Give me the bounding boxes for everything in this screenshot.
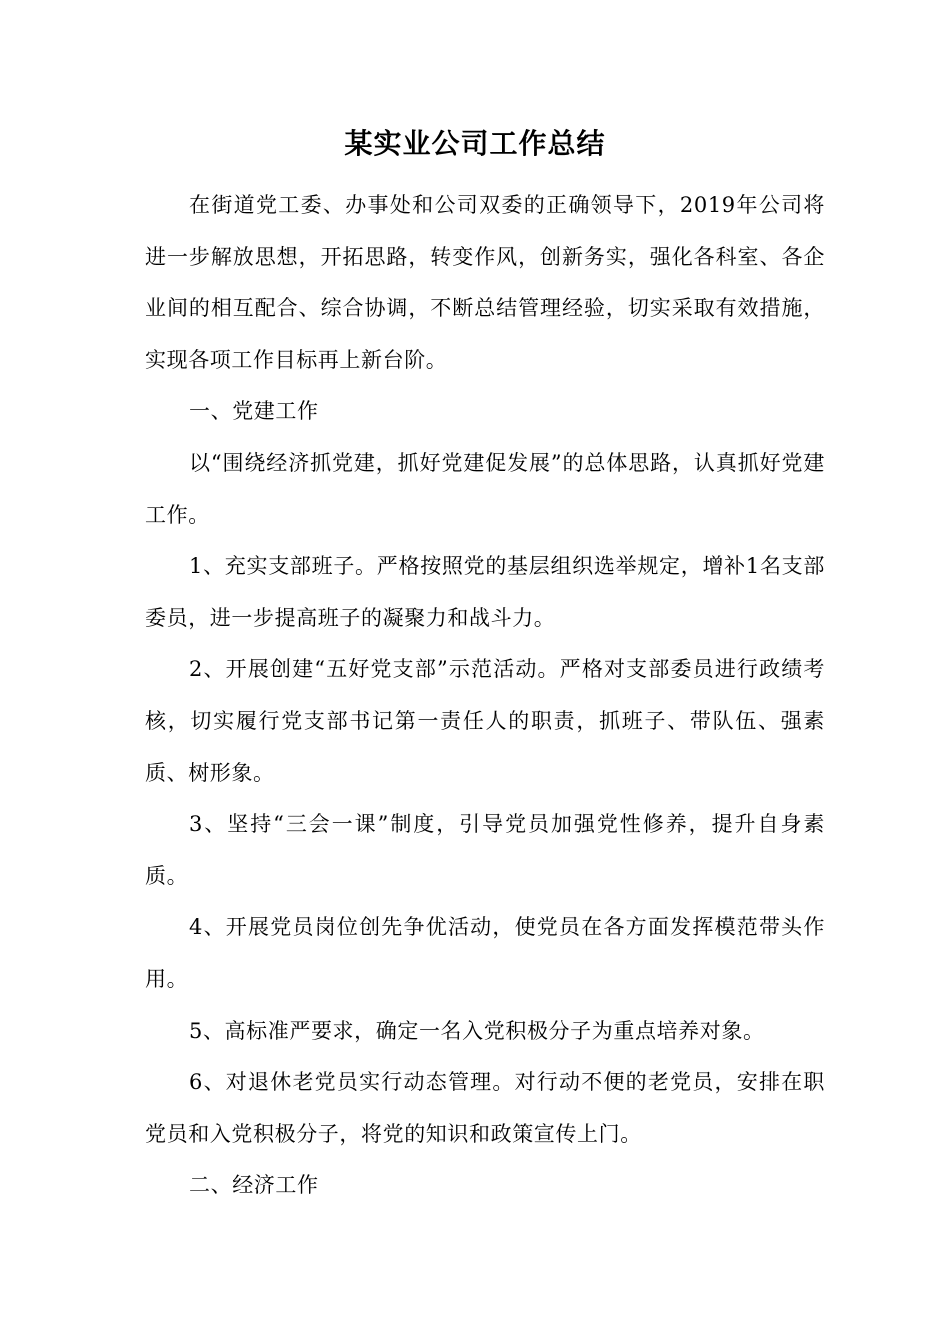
section-heading-economic-work: 二、经济工作	[189, 1173, 319, 1198]
list-item-6: 6、对退休老党员实行动态管理。对行动不便的老党员，安排在职党员和入党积极分子，将党的知识和政策宣传上门。	[145, 1070, 825, 1146]
list-item-5: 5、高标准严要求，确定一名入党积极分子为重点培养对象。	[189, 1018, 765, 1043]
list-item-1: 1、充实支部班子。严格按照党的基层组织选举规定，增补1名支部委员，进一步提高班子的凝聚力和战斗力。	[145, 554, 825, 630]
list-item-4: 4、开展党员岗位创先争优活动，使党员在各方面发挥模范带头作用。	[145, 915, 825, 991]
intro-paragraph: 在街道党工委、办事处和公司双委的正确领导下，2019年公司将进一步解放思想，开拓思路，转变作风，创新务实，强化各科室、各企业间的相互配合、综合协调，不断总结管理经验，切实采取有效措施，实现各项工作目标再上新台阶。	[145, 193, 825, 372]
document-body	[145, 180, 825, 1212]
section-heading-party-building: 一、党建工作	[189, 399, 319, 424]
party-building-overview-paragraph: 以“围绕经济抓党建，抓好党建促发展”的总体思路，认真抓好党建工作。	[145, 450, 825, 527]
list-item-2: 2、开展创建“五好党支部”示范活动。严格对支部委员进行政绩考核，切实履行党支部书记第一责任人的职责，抓班子、带队伍、强素质、树形象。	[145, 657, 825, 785]
document-title: 某实业公司工作总结	[344, 127, 606, 160]
list-item-3: 3、坚持“三会一课”制度，引导党员加强党性修养，提升自身素质。	[145, 812, 825, 888]
